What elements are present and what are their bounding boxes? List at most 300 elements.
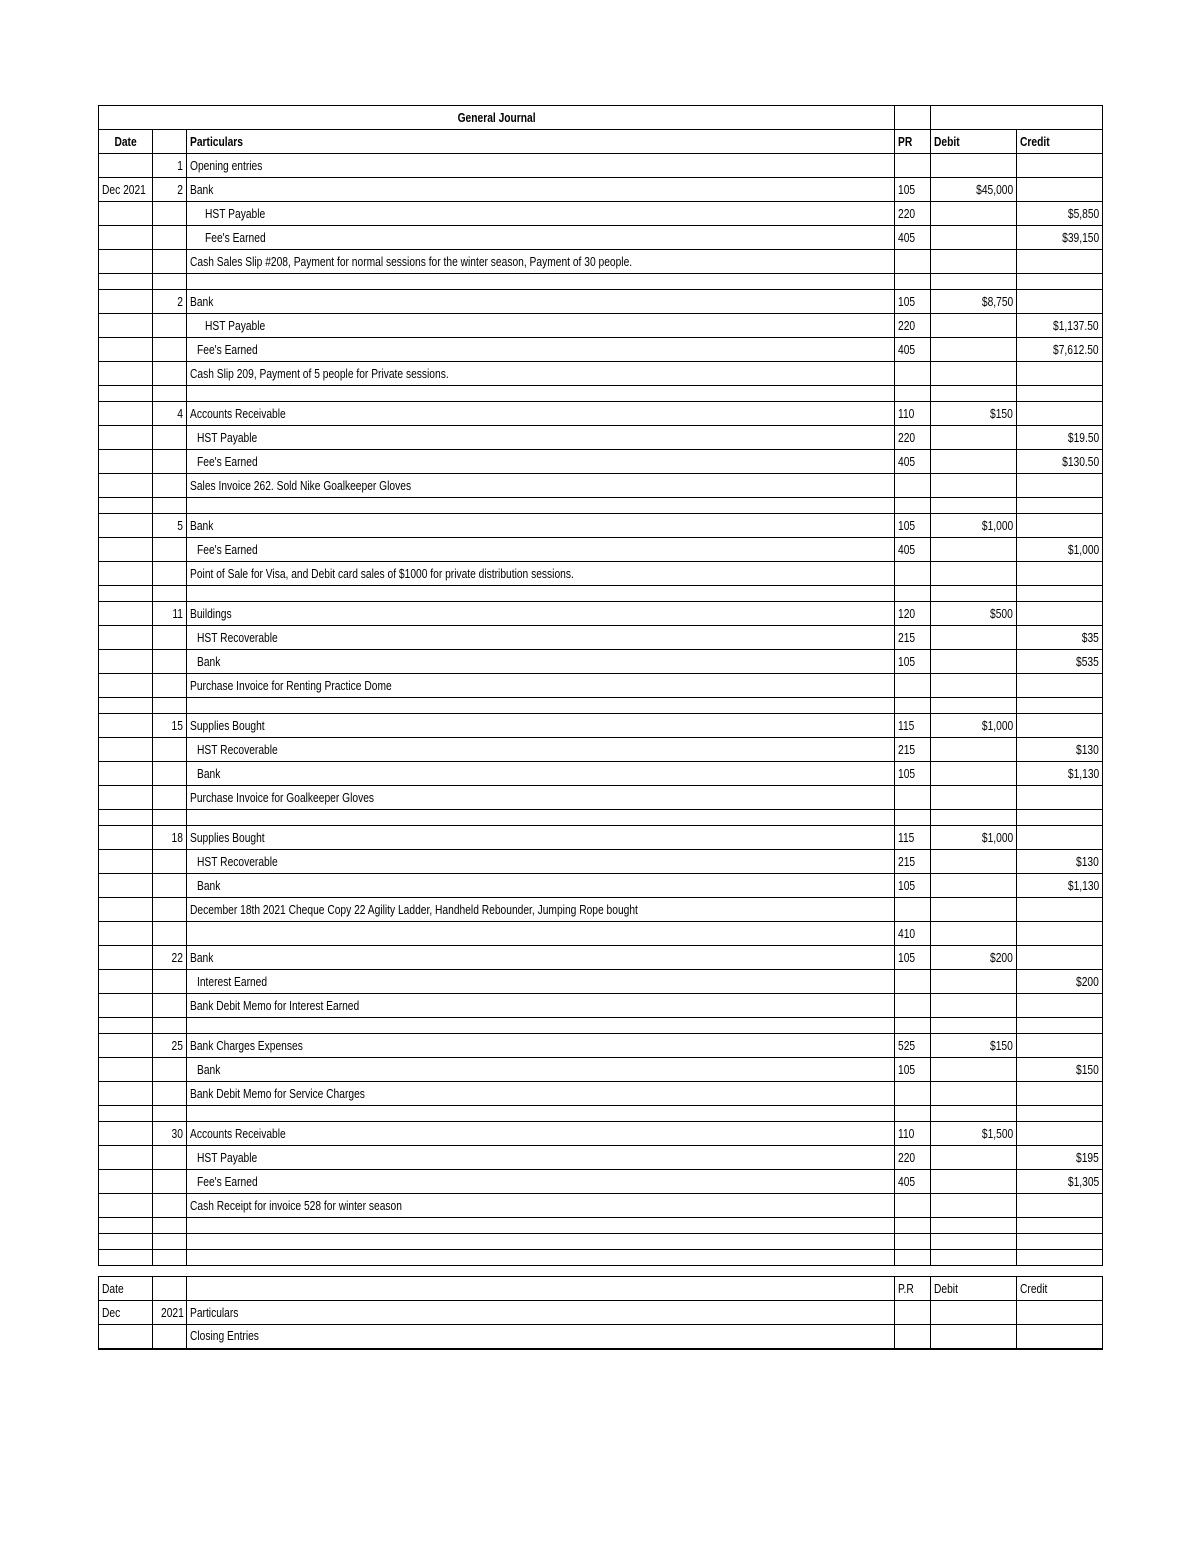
- entry-day: [153, 898, 187, 922]
- journal-row: [99, 1194, 1103, 1218]
- closing-day: 2021: [153, 1301, 187, 1325]
- entry-pr: [894, 786, 930, 810]
- entry-debit: [930, 994, 1016, 1018]
- entry-pr: [894, 898, 930, 922]
- journal-row: [99, 1122, 1103, 1146]
- empty-cell: [99, 386, 153, 402]
- entry-credit: [1016, 1194, 1102, 1218]
- entry-pr: 220: [894, 314, 930, 338]
- header-credit: Credit: [1016, 130, 1102, 154]
- entry-date: [99, 970, 153, 994]
- empty-cell: [153, 1106, 187, 1122]
- entry-credit: $535: [1016, 650, 1102, 674]
- entry-debit: [930, 202, 1016, 226]
- entry-credit: $7,612.50: [1016, 338, 1102, 362]
- journal-row: [99, 714, 1103, 738]
- empty-cell: [930, 274, 1016, 290]
- spacer-row: [99, 810, 1103, 826]
- empty-cell: [930, 1234, 1016, 1250]
- entry-day: 4: [153, 402, 187, 426]
- journal-row: [99, 154, 1103, 178]
- empty-cell: [894, 1250, 930, 1266]
- entry-day: [153, 250, 187, 274]
- entry-pr: 105: [894, 762, 930, 786]
- entry-pr: [894, 994, 930, 1018]
- entry-day: [153, 874, 187, 898]
- closing-date: [99, 1325, 153, 1349]
- closing-header-debit: Debit: [930, 1277, 1016, 1301]
- entry-debit: $1,000: [930, 826, 1016, 850]
- closing-header-pr: P.R: [894, 1277, 930, 1301]
- empty-cell: [1016, 1250, 1102, 1266]
- entry-day: [153, 362, 187, 386]
- entry-day: 22: [153, 946, 187, 970]
- general-journal: [98, 105, 1103, 1350]
- entry-debit: [930, 1146, 1016, 1170]
- entry-pr: [894, 154, 930, 178]
- empty-cell: [1016, 1234, 1102, 1250]
- entry-day: [153, 1194, 187, 1218]
- empty-cell: [153, 274, 187, 290]
- entry-date: [99, 946, 153, 970]
- journal-row: [99, 922, 1103, 946]
- journal-row: [99, 314, 1103, 338]
- entry-day: 15: [153, 714, 187, 738]
- entry-debit: $150: [930, 402, 1016, 426]
- entry-pr: 215: [894, 738, 930, 762]
- journal-row: [99, 626, 1103, 650]
- journal-row: [99, 602, 1103, 626]
- entry-date: [99, 714, 153, 738]
- entry-day: [153, 1058, 187, 1082]
- entry-credit: [1016, 154, 1102, 178]
- entry-debit: [930, 1082, 1016, 1106]
- journal-row: [99, 874, 1103, 898]
- entry-particulars: Fee's Earned: [187, 226, 895, 250]
- spacer-row: [99, 1250, 1103, 1266]
- entry-credit: [1016, 1034, 1102, 1058]
- entry-debit: [930, 338, 1016, 362]
- entry-day: [153, 786, 187, 810]
- empty-cell: [894, 586, 930, 602]
- empty-cell: [153, 1250, 187, 1266]
- empty-cell: [1016, 586, 1102, 602]
- entry-debit: $1,500: [930, 1122, 1016, 1146]
- journal-row: [99, 426, 1103, 450]
- entry-day: [153, 922, 187, 946]
- entry-date: [99, 362, 153, 386]
- journal-row: [99, 250, 1103, 274]
- closing-credit: [1016, 1301, 1102, 1325]
- entry-credit: [1016, 1122, 1102, 1146]
- entry-pr: [894, 474, 930, 498]
- empty-cell: [894, 386, 930, 402]
- journal-row: [99, 562, 1103, 586]
- journal-table: [98, 105, 1103, 1266]
- entry-date: [99, 450, 153, 474]
- entry-particulars: Supplies Bought: [187, 826, 895, 850]
- entry-pr: 120: [894, 602, 930, 626]
- entry-credit: [1016, 602, 1102, 626]
- entry-debit: [930, 786, 1016, 810]
- entry-date: [99, 426, 153, 450]
- entry-day: 18: [153, 826, 187, 850]
- entry-date: [99, 202, 153, 226]
- entry-pr: 405: [894, 226, 930, 250]
- entry-pr: 115: [894, 714, 930, 738]
- entry-particulars: Fee's Earned: [187, 450, 895, 474]
- empty-cell: [153, 698, 187, 714]
- entry-day: [153, 970, 187, 994]
- entry-day: [153, 426, 187, 450]
- entry-day: [153, 850, 187, 874]
- journal-row: [99, 362, 1103, 386]
- entry-date: [99, 1194, 153, 1218]
- entry-particulars: HST Recoverable: [187, 850, 895, 874]
- entry-credit: [1016, 250, 1102, 274]
- entry-day: 11: [153, 602, 187, 626]
- closing-pr: [894, 1325, 930, 1349]
- journal-header-row: [99, 130, 1103, 154]
- entry-debit: [930, 226, 1016, 250]
- entry-day: [153, 674, 187, 698]
- empty-cell: [99, 1250, 153, 1266]
- empty-cell: [187, 586, 895, 602]
- entry-debit: $1,000: [930, 714, 1016, 738]
- entry-day: 5: [153, 514, 187, 538]
- closing-row: [99, 1301, 1103, 1325]
- entry-credit: [1016, 474, 1102, 498]
- entry-debit: [930, 314, 1016, 338]
- entry-debit: [930, 250, 1016, 274]
- entry-credit: $150: [1016, 1058, 1102, 1082]
- spacer-row: [99, 498, 1103, 514]
- empty-cell: [99, 1018, 153, 1034]
- entry-day: [153, 474, 187, 498]
- closing-credit: [1016, 1325, 1102, 1349]
- entry-credit: [1016, 562, 1102, 586]
- empty-cell: [153, 810, 187, 826]
- entry-credit: [1016, 402, 1102, 426]
- closing-header-row: [99, 1277, 1103, 1301]
- spacer-row: [99, 274, 1103, 290]
- entry-pr: 220: [894, 202, 930, 226]
- entry-debit: $200: [930, 946, 1016, 970]
- entry-date: [99, 826, 153, 850]
- entry-day: 30: [153, 1122, 187, 1146]
- entry-date: [99, 1082, 153, 1106]
- entry-day: [153, 226, 187, 250]
- entry-credit: [1016, 898, 1102, 922]
- entry-credit: [1016, 290, 1102, 314]
- entry-debit: $8,750: [930, 290, 1016, 314]
- entry-particulars: Bank: [187, 946, 895, 970]
- entry-credit: $1,130: [1016, 762, 1102, 786]
- spacer-row: [99, 586, 1103, 602]
- empty-cell: [187, 1250, 895, 1266]
- closing-debit: [930, 1301, 1016, 1325]
- entry-pr: [894, 362, 930, 386]
- entry-debit: [930, 762, 1016, 786]
- entry-date: [99, 538, 153, 562]
- entry-pr: 405: [894, 1170, 930, 1194]
- entry-pr: 215: [894, 850, 930, 874]
- entry-date: [99, 738, 153, 762]
- empty-cell: [153, 1018, 187, 1034]
- empty-cell: [99, 586, 153, 602]
- entry-particulars: Accounts Receivable: [187, 402, 895, 426]
- entry-debit: $45,000: [930, 178, 1016, 202]
- empty-cell: [1016, 498, 1102, 514]
- entry-debit: [930, 426, 1016, 450]
- entry-credit: [1016, 178, 1102, 202]
- empty-cell: [153, 1234, 187, 1250]
- entry-date: [99, 674, 153, 698]
- entry-date: [99, 562, 153, 586]
- empty-cell: [99, 698, 153, 714]
- entry-credit: [1016, 1082, 1102, 1106]
- entry-day: [153, 650, 187, 674]
- entry-particulars: Opening entries: [187, 154, 895, 178]
- entry-pr: [894, 970, 930, 994]
- empty-cell: [187, 1234, 895, 1250]
- empty-cell: [930, 810, 1016, 826]
- entry-debit: [930, 850, 1016, 874]
- empty-cell: [930, 386, 1016, 402]
- entry-day: [153, 1146, 187, 1170]
- journal-row: [99, 786, 1103, 810]
- spacer-row: [99, 1218, 1103, 1234]
- header-date: Date: [99, 130, 153, 154]
- empty-cell: [930, 1218, 1016, 1234]
- empty-cell: [930, 698, 1016, 714]
- closing-day: [153, 1325, 187, 1349]
- empty-cell: [153, 586, 187, 602]
- entry-debit: $150: [930, 1034, 1016, 1058]
- entry-particulars: Bank: [187, 178, 895, 202]
- entry-pr: 405: [894, 538, 930, 562]
- entry-particulars: Bank: [187, 514, 895, 538]
- entry-date: [99, 474, 153, 498]
- spacer-row: [99, 698, 1103, 714]
- entry-credit: [1016, 994, 1102, 1018]
- empty-cell: [930, 498, 1016, 514]
- entry-date: [99, 314, 153, 338]
- entry-pr: 110: [894, 402, 930, 426]
- journal-row: [99, 898, 1103, 922]
- journal-row: [99, 1058, 1103, 1082]
- entry-debit: [930, 1194, 1016, 1218]
- entry-particulars: HST Recoverable: [187, 626, 895, 650]
- spacer-row: [99, 1018, 1103, 1034]
- entry-pr: 105: [894, 178, 930, 202]
- entry-debit: [930, 562, 1016, 586]
- entry-debit: $1,000: [930, 514, 1016, 538]
- entry-debit: [930, 922, 1016, 946]
- entry-credit: [1016, 826, 1102, 850]
- empty-cell: [930, 586, 1016, 602]
- entry-particulars: Fee's Earned: [187, 538, 895, 562]
- entry-day: [153, 314, 187, 338]
- spacer-row: [99, 1106, 1103, 1122]
- closing-header-credit: Credit: [1016, 1277, 1102, 1301]
- entry-pr: 105: [894, 874, 930, 898]
- journal-row: [99, 1082, 1103, 1106]
- entry-day: 1: [153, 154, 187, 178]
- closing-particulars: Particulars: [187, 1301, 895, 1325]
- entry-day: [153, 1170, 187, 1194]
- entry-particulars: Bank: [187, 650, 895, 674]
- closing-row: [99, 1325, 1103, 1349]
- entry-pr: 105: [894, 946, 930, 970]
- entry-credit: $19.50: [1016, 426, 1102, 450]
- entry-credit: $39,150: [1016, 226, 1102, 250]
- empty-cell: [894, 1218, 930, 1234]
- entry-particulars: Purchase Invoice for Goalkeeper Gloves: [187, 786, 895, 810]
- empty-cell: [153, 1218, 187, 1234]
- empty-cell: [99, 498, 153, 514]
- entry-particulars: HST Payable: [187, 202, 895, 226]
- entry-credit: $130: [1016, 738, 1102, 762]
- entry-day: 25: [153, 1034, 187, 1058]
- entry-date: [99, 650, 153, 674]
- entry-pr: 115: [894, 826, 930, 850]
- entry-pr: 110: [894, 1122, 930, 1146]
- spacer-row: [99, 386, 1103, 402]
- entry-date: [99, 154, 153, 178]
- entry-particulars: Bank Charges Expenses: [187, 1034, 895, 1058]
- empty-cell: [187, 274, 895, 290]
- entry-date: [99, 250, 153, 274]
- empty-cell: [187, 698, 895, 714]
- entry-debit: [930, 874, 1016, 898]
- entry-debit: [930, 970, 1016, 994]
- entry-pr: [894, 674, 930, 698]
- entry-pr: 215: [894, 626, 930, 650]
- entry-particulars: Bank: [187, 1058, 895, 1082]
- journal-row: [99, 450, 1103, 474]
- empty-cell: [99, 1106, 153, 1122]
- journal-row: [99, 1170, 1103, 1194]
- entry-particulars: Bank: [187, 290, 895, 314]
- empty-cell: [153, 386, 187, 402]
- entry-day: [153, 762, 187, 786]
- entry-date: [99, 1034, 153, 1058]
- entry-particulars: [187, 922, 895, 946]
- entry-date: [99, 786, 153, 810]
- entry-debit: [930, 738, 1016, 762]
- entry-credit: $130: [1016, 850, 1102, 874]
- entry-pr: 220: [894, 1146, 930, 1170]
- entry-particulars: Bank Debit Memo for Service Charges: [187, 1082, 895, 1106]
- spacer-row: [99, 1234, 1103, 1250]
- header-particulars: Particulars: [187, 130, 895, 154]
- entry-date: [99, 514, 153, 538]
- empty-cell: [930, 1018, 1016, 1034]
- entry-particulars: Supplies Bought: [187, 714, 895, 738]
- entry-particulars: Buildings: [187, 602, 895, 626]
- empty-cell: [894, 1018, 930, 1034]
- empty-cell: [99, 1218, 153, 1234]
- empty-cell: [187, 1106, 895, 1122]
- journal-row: [99, 738, 1103, 762]
- entry-credit: [1016, 514, 1102, 538]
- entry-particulars: HST Payable: [187, 314, 895, 338]
- entry-particulars: Bank: [187, 874, 895, 898]
- entry-particulars: HST Payable: [187, 426, 895, 450]
- header-pr: PR: [894, 130, 930, 154]
- empty-cell: [894, 1234, 930, 1250]
- entry-day: [153, 538, 187, 562]
- entry-debit: [930, 626, 1016, 650]
- entry-credit: [1016, 786, 1102, 810]
- entry-particulars: Sales Invoice 262. Sold Nike Goalkeeper Gloves: [187, 474, 895, 498]
- entry-particulars: Fee's Earned: [187, 1170, 895, 1194]
- header-debit: Debit: [930, 130, 1016, 154]
- entry-date: [99, 1058, 153, 1082]
- journal-row: [99, 538, 1103, 562]
- entry-credit: $1,130: [1016, 874, 1102, 898]
- entry-date: [99, 1122, 153, 1146]
- entry-particulars: December 18th 2021 Cheque Copy 22 Agility Ladder, Handheld Rebounder, Jumping Rope bought: [187, 898, 895, 922]
- journal-row: [99, 762, 1103, 786]
- entry-credit: $5,850: [1016, 202, 1102, 226]
- entry-credit: $200: [1016, 970, 1102, 994]
- entry-pr: 105: [894, 290, 930, 314]
- journal-row: [99, 946, 1103, 970]
- empty-cell: [894, 698, 930, 714]
- journal-row: [99, 650, 1103, 674]
- entry-credit: $195: [1016, 1146, 1102, 1170]
- closing-header-date: Date: [99, 1277, 153, 1301]
- entry-particulars: Bank: [187, 762, 895, 786]
- journal-row: [99, 850, 1103, 874]
- entry-credit: $35: [1016, 626, 1102, 650]
- entry-debit: [930, 1058, 1016, 1082]
- entry-date: [99, 290, 153, 314]
- entry-day: [153, 626, 187, 650]
- empty-cell: [99, 274, 153, 290]
- entry-particulars: Point of Sale for Visa, and Debit card sales of $1000 for private distribution sessions.: [187, 562, 895, 586]
- empty-cell: [930, 1106, 1016, 1122]
- entry-day: [153, 202, 187, 226]
- closing-particulars: Closing Entries: [187, 1325, 895, 1349]
- empty-cell: [1016, 810, 1102, 826]
- entry-credit: [1016, 362, 1102, 386]
- entry-day: 2: [153, 178, 187, 202]
- entry-particulars: Cash Sales Slip #208, Payment for normal sessions for the winter season, Payment of 30 people.: [187, 250, 895, 274]
- entry-pr: [894, 1082, 930, 1106]
- empty-cell: [187, 498, 895, 514]
- journal-row: [99, 826, 1103, 850]
- empty-cell: [894, 498, 930, 514]
- entry-pr: [894, 1194, 930, 1218]
- entry-debit: [930, 650, 1016, 674]
- entry-pr: 410: [894, 922, 930, 946]
- entry-particulars: Bank Debit Memo for Interest Earned: [187, 994, 895, 1018]
- entry-debit: [930, 1170, 1016, 1194]
- empty-cell: [187, 1018, 895, 1034]
- entry-day: [153, 450, 187, 474]
- entry-day: [153, 1082, 187, 1106]
- entry-debit: [930, 538, 1016, 562]
- entry-day: [153, 338, 187, 362]
- entry-particulars: HST Recoverable: [187, 738, 895, 762]
- entry-debit: [930, 154, 1016, 178]
- entry-debit: [930, 674, 1016, 698]
- entry-pr: 405: [894, 450, 930, 474]
- entry-debit: [930, 898, 1016, 922]
